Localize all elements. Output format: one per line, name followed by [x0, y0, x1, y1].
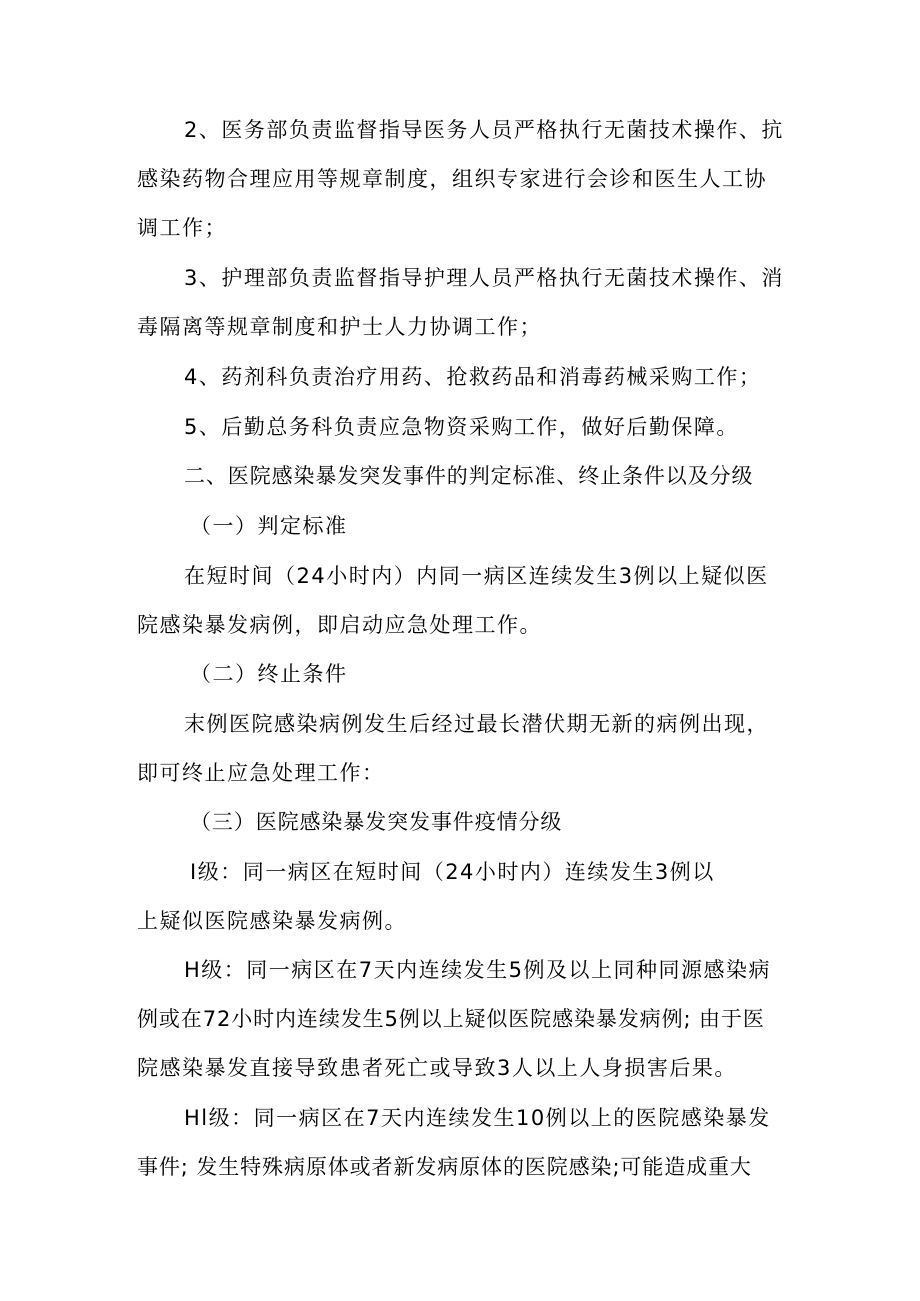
- level-2-line-2: 例或在72小时内连续发生5例以上疑似医院感染暴发病例; 由于医: [137, 1007, 765, 1031]
- subsection-2-heading: （二）终止条件: [190, 662, 348, 686]
- paragraph-3-line-1: 3、护理部负责监督指导护理人员严格执行无菌技术操作、消: [184, 266, 784, 290]
- termination-line-2: 即可终止应急处理工作：: [137, 761, 385, 785]
- level-1-line-2: 上疑似医院感染暴发病例。: [137, 909, 407, 933]
- subsection-1-heading: （一）判定标准: [190, 514, 348, 538]
- subsection-3-heading: （三）医院感染暴发突发事件疫情分级: [190, 810, 563, 834]
- paragraph-4: 4、药剂科负责治疗用药、抢救药品和消毒药械采购工作；: [184, 365, 762, 389]
- termination-line-1: 末例医院感染病例发生后经过最长潜伏期无新的病例出现，: [184, 712, 769, 736]
- level-2-line-3: 院感染暴发直接导致患者死亡或导致3人以上人身损害后果。: [137, 1056, 737, 1080]
- criteria-line-2: 院感染暴发病例，即启动应急处理工作。: [137, 613, 542, 637]
- level-3-line-2: 事件; 发生特殊病原体或者新发病原体的医院感染;可能造成重大: [137, 1155, 752, 1179]
- paragraph-2-line-1: 2、医务部负责监督指导医务人员严格执行无菌技术操作、抗: [184, 118, 784, 142]
- section-2-heading: 二、医院感染暴发突发事件的判定标准、终止条件以及分级: [184, 464, 754, 488]
- paragraph-5: 5、后勤总务科负责应急物资采购工作，做好后勤保障。: [184, 415, 739, 439]
- paragraph-3-line-2: 毒隔离等规章制度和护士人力协调工作；: [137, 315, 542, 339]
- paragraph-2-line-2: 感染药物合理应用等规章制度，组织专家进行会诊和医生人工协: [137, 167, 767, 191]
- criteria-line-1: 在短时间（24小时内）内同一病区连续发生3例以上疑似医: [184, 564, 769, 588]
- level-2-line-1: H级：同一病区在7天内连续发生5例及以上同种同源感染病: [184, 958, 772, 982]
- level-3-line-1: Hl级：同一病区在7天内连续发生10例以上的医院感染暴发: [184, 1106, 771, 1130]
- level-1-line-1: I级：同一病区在短时间（24小时内）连续发生3例以: [190, 860, 715, 884]
- paragraph-2-line-3: 调工作；: [137, 216, 227, 240]
